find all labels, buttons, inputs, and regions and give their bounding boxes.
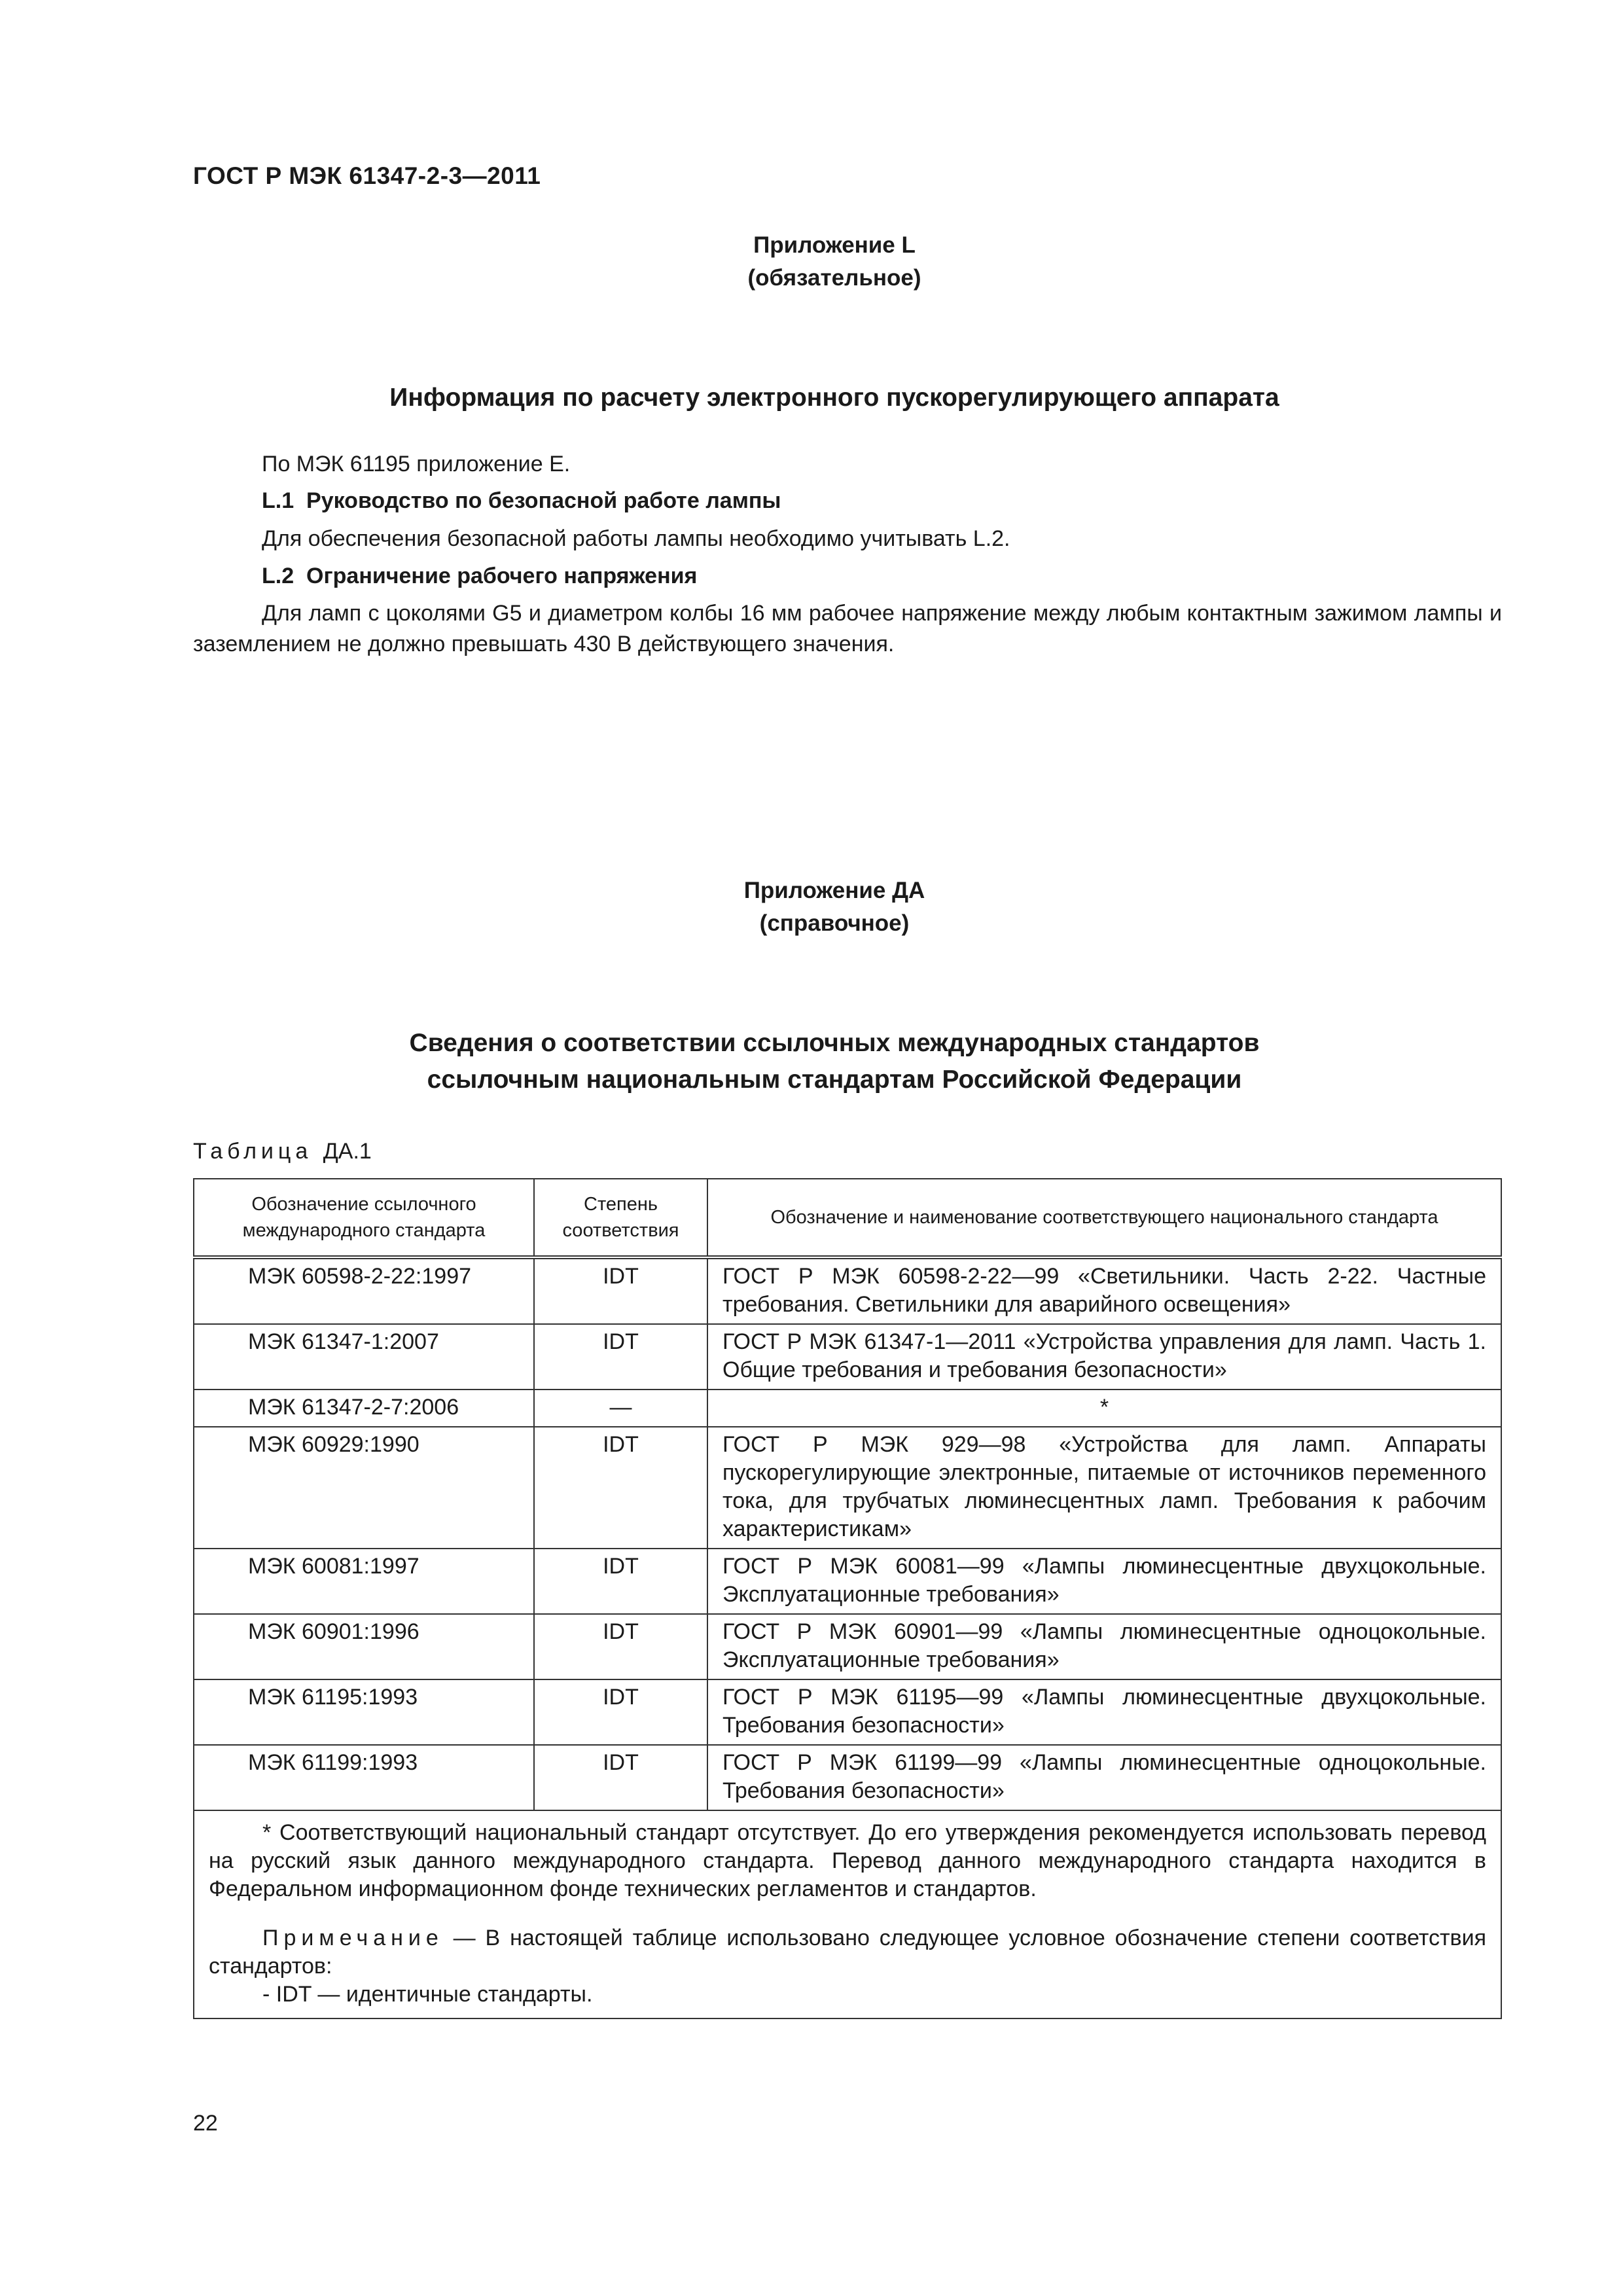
appendix-l-title-block — [0, 229, 1623, 295]
page-number: 22 — [193, 2111, 218, 2136]
section-l2-text: Для ламп с цоколями G5 и диаметром колбы 16 мм рабочее напряжение между любым контактным зажимом лампы и заземлением не должно превышать 430 В действующего значения. — [193, 601, 1502, 656]
cell-national: ГОСТ Р МЭК 61195—99 «Лампы люминесцентные двухцокольные. Требования безопасности» — [707, 1679, 1501, 1745]
table-caption-number: ДА.1 — [323, 1139, 372, 1164]
cell-international: МЭК 61347-1:2007 — [194, 1324, 534, 1390]
cell-international: МЭК 60598-2-22:1997 — [194, 1257, 534, 1324]
cell-degree: IDT — [534, 1257, 707, 1324]
standards-correspondence-table — [193, 1178, 1502, 2019]
section-l2-title: Ограничение рабочего напряжения — [306, 564, 698, 588]
cell-degree: IDT — [534, 1614, 707, 1679]
table-row — [194, 1549, 1501, 1614]
appendix-da-heading-block — [0, 1025, 1623, 1098]
section-l1-title: Руководство по безопасной работе лампы — [306, 488, 781, 513]
appendix-l-status: (обязательное) — [747, 265, 921, 291]
cell-national: ГОСТ Р МЭК 60598-2-22—99 «Светильники. Часть 2-22. Частные требования. Светильники для аварийного освещения» — [707, 1257, 1501, 1324]
section-l2-heading — [193, 561, 1502, 592]
appendix-da-title-block — [0, 874, 1623, 940]
table-note — [209, 1924, 1486, 1981]
table-header-row — [194, 1179, 1501, 1257]
table-row — [194, 1390, 1501, 1427]
table-footnote: * Соответствующий национальный стандарт отсутствует. До его утверждения рекомендуется использовать перевод на русский язык данного международного стандарта. Перевод данного международного стандарта находится в Федеральном информационном фонде технических регламентов и стандартов. — [209, 1820, 1486, 1901]
cell-degree: IDT — [534, 1324, 707, 1390]
appendix-l-intro: По МЭК 61195 приложение Е. — [262, 452, 571, 476]
cell-international: МЭК 61347-2-7:2006 — [194, 1390, 534, 1427]
section-l2-number: L.2 — [262, 564, 294, 588]
cell-international: МЭК 60901:1996 — [194, 1614, 534, 1679]
appendix-l-title: Приложение L — [753, 232, 916, 258]
appendix-l-heading-block — [0, 380, 1623, 416]
cell-degree: IDT — [534, 1427, 707, 1549]
column-header-degree: Степень соответствия — [534, 1179, 707, 1257]
appendix-da-title: Приложение ДА — [743, 878, 925, 903]
table-footer-row — [194, 1810, 1501, 2018]
cell-degree: IDT — [534, 1549, 707, 1614]
table-note-text: — В настоящей таблице использовано следующее условное обозначение степени соответствия стандартов: — [209, 1926, 1486, 1979]
cell-national: ГОСТ Р МЭК 929—98 «Устройства для ламп. Аппараты пускорегулирующие электронные, питаемые от источников переменного тока, для трубчатых люминесцентных ламп. Требования к рабочим характеристикам» — [707, 1427, 1501, 1549]
table-row — [194, 1324, 1501, 1390]
appendix-l-heading: Информация по расчету электронного пускорегулирующего аппарата — [389, 384, 1279, 412]
cell-degree: IDT — [534, 1745, 707, 1810]
table-row — [194, 1745, 1501, 1810]
table-row — [194, 1257, 1501, 1324]
table-footer-cell — [194, 1810, 1501, 2018]
cell-national: ГОСТ Р МЭК 61347-1—2011 «Устройства управления для ламп. Часть 1. Общие требования и требования безопасности» — [707, 1324, 1501, 1390]
cell-international: МЭК 61199:1993 — [194, 1745, 534, 1810]
column-header-national: Обозначение и наименование соответствующего национального стандарта — [707, 1179, 1501, 1257]
appendix-da-heading-line1: Сведения о соответствии ссылочных международных стандартов — [409, 1029, 1260, 1057]
table-note-label: Примечание — [262, 1926, 444, 1950]
cell-degree: — — [534, 1390, 707, 1427]
table-caption-word: Таблица — [193, 1139, 313, 1164]
document-code-header: ГОСТ Р МЭК 61347-2-3—2011 — [193, 162, 541, 189]
cell-degree: IDT — [534, 1679, 707, 1745]
cell-national: * — [707, 1390, 1501, 1427]
section-l1-text: Для обеспечения безопасной работы лампы необходимо учитывать L.2. — [262, 526, 1010, 551]
table-row — [194, 1614, 1501, 1679]
cell-national: ГОСТ Р МЭК 60901—99 «Лампы люминесцентные одноцокольные. Эксплуатационные требования» — [707, 1614, 1501, 1679]
cell-national: ГОСТ Р МЭК 60081—99 «Лампы люминесцентные двухцокольные. Эксплуатационные требования» — [707, 1549, 1501, 1614]
table-note-item: - IDT — идентичные стандарты. — [262, 1982, 593, 2007]
cell-international: МЭК 60081:1997 — [194, 1549, 534, 1614]
table-row — [194, 1427, 1501, 1549]
table-caption — [193, 1139, 372, 1164]
cell-national: ГОСТ Р МЭК 61199—99 «Лампы люминесцентные одноцокольные. Требования безопасности» — [707, 1745, 1501, 1810]
appendix-da-status: (справочное) — [759, 910, 910, 936]
section-l1-number: L.1 — [262, 488, 294, 513]
section-l1-heading — [193, 486, 1502, 516]
cell-international: МЭК 60929:1990 — [194, 1427, 534, 1549]
table-row — [194, 1679, 1501, 1745]
column-header-international: Обозначение ссылочного международного стандарта — [194, 1179, 534, 1257]
appendix-da-heading-line2: ссылочным национальным стандартам Российской Федерации — [427, 1066, 1242, 1094]
cell-international: МЭК 61195:1993 — [194, 1679, 534, 1745]
